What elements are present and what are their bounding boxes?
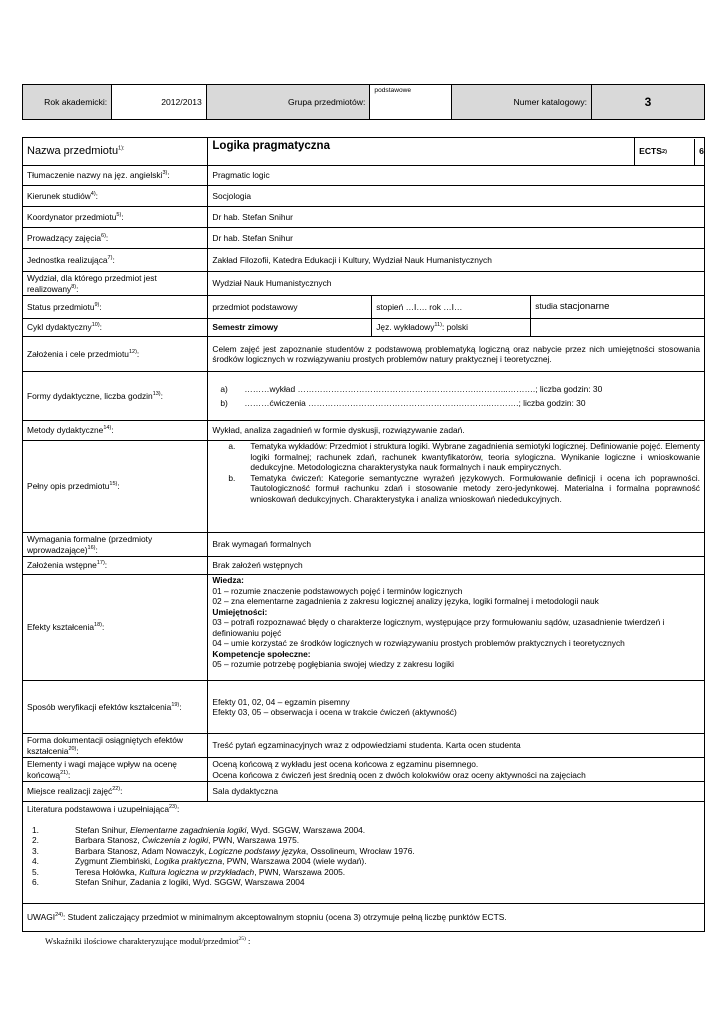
row-status	[23, 296, 705, 319]
status-value: przedmiot podstawowy	[208, 296, 372, 319]
row-jednostka	[23, 249, 705, 272]
miejsce-label: Miejsce realizacji zajęć$^{22)}$:	[23, 782, 208, 802]
row-prowadzacy	[23, 228, 705, 249]
jednostka-value: Zakład Filozofii, Katedra Edukacji i Kultury, Wydział Nauk Humanistycznych	[208, 249, 705, 272]
wagi-line-2: Ocena końcowa z ćwiczeń jest średnią ocen z dwóch kolokwiów oraz oceny aktywności na zajęciach	[212, 769, 586, 780]
koordynator-label: Koordynator przedmiotu$^{5)}$:	[23, 207, 208, 228]
tlumaczenie-label: Tłumaczenie nazwy na jęz. angielski$^{3)}$:	[23, 166, 208, 186]
kierunek-value: Socjologia	[208, 186, 705, 207]
literatura-item-3: 3. Barbara Stanosz, Adam Nowaczyk, Logiczne podstawy języka, Ossolineum, Wrocław 1976.	[32, 845, 415, 856]
efekty-kompetencje-heading: Kompetencje społeczne:	[212, 648, 311, 659]
row-wydzial	[23, 272, 705, 296]
row-cykl	[23, 319, 705, 337]
literatura-item-2: 2. Barbara Stanosz, Ćwiczenia z logiki, PWN, Warszawa 1975.	[32, 835, 300, 845]
efekty-umiejetnosci-heading: Umiejętności:	[212, 606, 268, 617]
literatura-label: Literatura podstawowa i uzupełniająca$^{23)}$:	[27, 804, 180, 814]
literatura-item-4: 4. Zygmunt Ziembiński, Logika praktyczna, PWN, Warszawa 2004 (wiele wydań).	[32, 856, 367, 866]
literatura-item-1: 1. Stefan Snihur, Elementarne zagadnienia logiki, Wyd. SGGW, Warszawa 2004.	[32, 824, 366, 835]
wydzial-label: Wydział, dla którego przedmiot jest realizowany$^{8)}$:	[23, 272, 208, 296]
status-label: Status przedmiotu$^{9)}$:	[23, 296, 208, 319]
wymagania-value: Brak wymagań formalnych	[208, 533, 705, 557]
tlumaczenie-value: Pragmatic logic	[208, 166, 705, 186]
numer-label: Numer katalogowy:	[451, 85, 592, 120]
grupa-label: Grupa przedmiotów:	[206, 85, 370, 120]
efekt-03: 03 – potrafi rozpoznawać błędy o charakterze logicznym, występujące przy formułowaniu sądów, uzasadnienie twierdzeń i definiowaniu pojęć	[212, 617, 665, 638]
ects-value: 6	[699, 146, 704, 157]
row-tlumaczenie	[23, 166, 705, 186]
cykl-value: Semestr zimowy	[208, 319, 372, 337]
grupa-value: podstawowe	[370, 85, 451, 120]
footer-note: Wskaźniki ilościowe charakteryzujące moduł/przedmiot$^{25)}$ :	[45, 936, 251, 946]
row-wymagania	[23, 533, 705, 557]
efekty-label: Efekty kształcenia$^{18)}$:	[23, 575, 208, 681]
rok-label: Rok akademicki:	[23, 85, 112, 120]
opis-label: Pełny opis przedmiotu$^{15)}$:	[23, 441, 208, 533]
literatura-cell	[23, 802, 705, 904]
weryfikacja-value	[208, 681, 705, 734]
row-zalozenia-wstepne	[23, 557, 705, 575]
opis-value	[208, 441, 705, 533]
header-table	[22, 84, 705, 120]
formy-label: Formy dydaktyczne, liczba godzin$^{13)}$:	[23, 372, 208, 421]
row-opis	[23, 441, 705, 533]
jednostka-label: Jednostka realizująca$^{7)}$:	[23, 249, 208, 272]
jezyk-value: Jęz. wykładowy$^{11)}$: polski	[372, 319, 531, 337]
row-zalozenia-cele	[23, 337, 705, 372]
opis-wyklady: a. Tematyka wykładów: Przedmiot i struktura logiki. Wybrane zagadnienia semiotyki logicznej. Definiowanie pojęć. Elementy logiki formalnej; rachunek zdań, rachunek kwantyfikatorów, teoria sylogiczna. Wynikanie logiczne i wnioskowanie dedukcyjne. Metodologiczna charakterystyka nauk formalnych i nauk empirycznych.	[228, 441, 700, 472]
nazwa-label: Nazwa przedmiotu$^{1):}$	[23, 138, 208, 166]
opis-cwiczenia: b. Tematyka ćwiczeń: Kategorie semantyczne wyrażeń językowych. Formułowanie definicji i ocena ich poprawności. Tautologiczność formuł rachunku zdań i stosowanie metody zero-jedynkowej. Materialna i formalna poprawność wnioskowań dedukcyjnych. Charakterystyka i analiza wnioskowań niededukcyjnych.	[228, 472, 700, 504]
miejsce-value: Sala dydaktyczna	[208, 782, 705, 802]
uwagi-cell: UWAGI$^{24)}$: Student zaliczający przedmiot w minimalnym akceptowalnym stopniu (ocena 3) otrzymuje pełną liczbę punktów ECTS.	[23, 904, 705, 932]
row-kierunek	[23, 186, 705, 207]
row-formy	[23, 372, 705, 421]
weryfikacja-line-1: Efekty 01, 02, 04 – egzamin pisemny	[212, 696, 350, 707]
row-weryfikacja	[23, 681, 705, 734]
numer-value: 3	[592, 85, 705, 120]
nazwa-value: Logika pragmatyczna	[208, 138, 635, 166]
dokumentacja-label: Forma dokumentacji osiągniętych efektów kształcenia$^{20)}$:	[23, 734, 208, 758]
efekt-02: 02 – zna elementarne zagadnienia z zakresu logicznej analizy języka, logiki formalnej i metodologii nauk	[212, 596, 599, 606]
wydzial-value: Wydział Nauk Humanistycznych	[208, 272, 705, 296]
weryfikacja-label: Sposób weryfikacji efektów kształcenia$^{19)}$:	[23, 681, 208, 734]
formy-value	[208, 372, 705, 421]
forma-cwiczenia: b) ………ćwiczenia ……………………………………………….………..……….; liczba godzin: 30	[220, 398, 586, 408]
efekty-wiedza-heading: Wiedza:	[212, 575, 244, 585]
metody-value: Wykład, analiza zagadnień w formie dyskusji, rozwiązywanie zadań.	[208, 421, 705, 441]
row-nazwa	[23, 138, 705, 166]
literatura-list	[27, 825, 700, 888]
cykl-empty	[531, 319, 705, 337]
dokumentacja-value: Treść pytań egzaminacyjnych wraz z odpowiedziami studenta. Karta ocen studenta	[208, 734, 705, 758]
prowadzacy-value: Dr hab. Stefan Snihur	[208, 228, 705, 249]
cykl-label: Cykl dydaktyczny$^{10)}$:	[23, 319, 208, 337]
koordynator-value: Dr hab. Stefan Snihur	[208, 207, 705, 228]
row-wagi	[23, 758, 705, 782]
forma-wyklad: a) ………wykład ……………………………………………………….………...……….; liczba godzin: 30	[220, 383, 603, 394]
kierunek-label: Kierunek studiów$^{4)}$:	[23, 186, 208, 207]
rok-value: 2012/2013	[112, 85, 207, 120]
zalozenia-wstepne-value: Brak założeń wstępnych	[208, 557, 705, 575]
zalozenia-wstepne-label: Założenia wstępne$^{17)}$:	[23, 557, 208, 575]
literatura-item-6: 6. Stefan Snihur, Zadania z logiki, Wyd. SGGW, Warszawa 2004	[32, 877, 305, 887]
row-efekty	[23, 575, 705, 681]
weryfikacja-line-2: Efekty 03, 05 – obserwacja i ocena w trakcie ćwiczeń (aktywność)	[212, 707, 457, 717]
studia-value: studia stacjonarne	[531, 296, 705, 319]
literatura-item-5: 5. Teresa Hołówka, Kultura logiczna w przykładach, PWN, Warszawa 2005.	[32, 866, 346, 877]
stopien-value: stopień …I…. rok …I…	[372, 296, 531, 319]
ects-cell	[635, 138, 705, 166]
row-literatura	[23, 802, 705, 904]
efekt-05: 05 – rozumie potrzebę pogłębiania swojej wiedzy z zakresu logiki	[212, 659, 454, 669]
wagi-label: Elementy i wagi mające wpływ na ocenę końcową$^{21)}$:	[23, 758, 208, 782]
zalozenia-cele-label: Założenia i cele przedmiotu$^{12)}$:	[23, 337, 208, 372]
zalozenia-cele-value: Celem zajęć jest zapoznanie studentów z podstawową problematyką logiczną oraz nabycie przez nich umiejętności stosowania środków logicznych w rozwiązywaniu prostych problemów natury praktycznej i teoretycznej.	[208, 337, 705, 372]
row-dokumentacja	[23, 734, 705, 758]
row-miejsce	[23, 782, 705, 802]
row-metody	[23, 421, 705, 441]
course-table	[22, 137, 705, 932]
metody-label: Metody dydaktyczne$^{14)}$:	[23, 421, 208, 441]
efekty-value	[208, 575, 705, 681]
wagi-value	[208, 758, 705, 782]
row-uwagi	[23, 904, 705, 932]
wymagania-label: Wymagania formalne (przedmioty wprowadzające)$^{16)}$:	[23, 533, 208, 557]
ects-label: ECTS 2)	[635, 139, 695, 165]
row-koordynator	[23, 207, 705, 228]
efekt-01: 01 – rozumie znaczenie podstawowych pojęć i terminów logicznych	[212, 585, 463, 596]
wagi-line-1: Oceną końcową z wykładu jest ocena końcowa z egzaminu pisemnego.	[212, 759, 479, 769]
prowadzacy-label: Prowadzący zajęcia$^{6)}$:	[23, 228, 208, 249]
efekt-04: 04 – umie korzystać ze środków logicznych w rozwiązywaniu prostych problemów praktycznych i teoretycznych	[212, 638, 625, 648]
